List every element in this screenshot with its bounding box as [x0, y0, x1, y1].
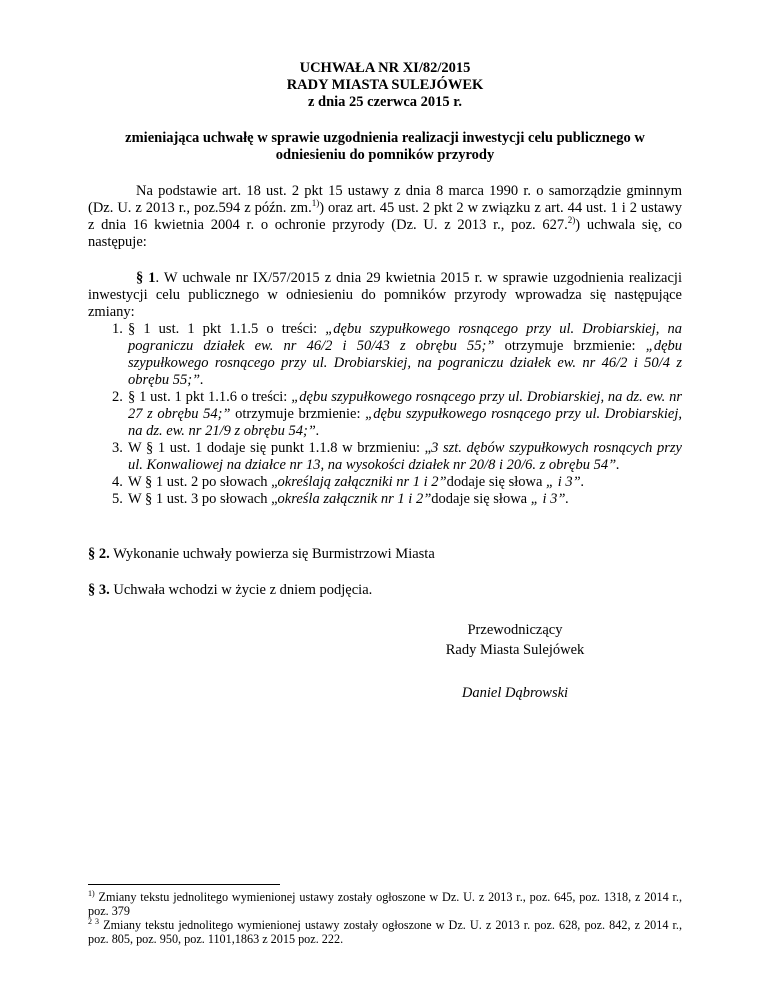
item-quote: „dębu szypułkowego rosnącego przy ul. Drobiarskiej, na dz. ew. nr 27 z obrębu 54;” — [128, 389, 682, 422]
section-3-text: Uchwała wchodzi w życie z dniem podjęcia. — [109, 582, 373, 598]
intro-text-3: ) uchwala się, co następuje: — [88, 217, 682, 250]
footnote-ref-1: 1) — [311, 198, 320, 209]
footnote-2 — [88, 918, 682, 946]
signature-name: Daniel Dąbrowski — [461, 685, 569, 701]
item-quote: „dębu szypułkowego rosnącego przy ul. Drobiarskiej, na pograniczu działek ew. nr 46/2 i 50/4 z obrębu 55;”. — [128, 338, 682, 388]
section-2-text: Wykonanie uchwały powierza się Burmistrzowi Miasta — [109, 546, 435, 562]
resolution-number: UCHWAŁA NR XI/82/2015 — [299, 60, 471, 76]
section-2-label: § 2. — [88, 546, 110, 562]
footnote-1 — [88, 890, 682, 918]
chairman-title: Przewodniczący — [467, 622, 563, 638]
footnote-mark: 1) — [88, 888, 95, 898]
amendments-list — [88, 321, 682, 508]
list-item-number: 4. — [112, 474, 123, 490]
list-item — [88, 474, 682, 491]
legal-basis-paragraph — [88, 183, 682, 251]
item-text: dodaje się słowa — [431, 491, 531, 507]
list-item — [88, 440, 682, 474]
item-quote: 3 szt. dębów szypułkowych rosnących przy ul. Konwaliowej na działce nr 13, na wysokości działek nr 20/8 i 20/6. z obrębu 54”. — [128, 440, 682, 473]
subject-line-1: zmieniająca uchwałę w sprawie uzgodnienia realizacji inwestycji celu publicznego w — [125, 130, 645, 146]
council-title: Rady Miasta Sulejówek — [445, 642, 585, 658]
item-text: otrzymuje brzmienie: — [230, 406, 366, 422]
item-text: otrzymuje brzmienie: — [494, 338, 646, 354]
item-quote: „dębu szypułkowego rosnącego przy ul. Drobiarskiej, na dz. ew. nr 21/9 z obrębu 54;”. — [128, 406, 682, 439]
item-text: W § 1 ust. 2 po słowach „ — [128, 474, 278, 490]
section-3 — [88, 582, 682, 599]
list-item-number: 3. — [112, 440, 123, 456]
list-item — [88, 491, 682, 508]
signature-title — [390, 620, 640, 660]
footnote-text: Zmiany tekstu jednolitego wymienionej ustawy zostały ogłoszone w Dz. U. z 2013 r. poz. 628, poz. 842, z 2014 r., poz. 805, poz. 950, poz. 1101,1863 z 2015 poz. 222. — [88, 918, 683, 946]
item-quote: „ i 3”. — [546, 474, 585, 490]
resolution-subject — [88, 130, 682, 164]
list-item-number: 5. — [112, 491, 123, 507]
item-text: W § 1 ust. 1 dodaje się punkt 1.1.8 w brzmieniu: „ — [128, 440, 432, 456]
list-item-number: 2. — [112, 389, 123, 405]
document-body — [88, 60, 682, 599]
list-item — [88, 389, 682, 440]
section-1-text: . W uchwale nr IX/57/2015 z dnia 29 kwietnia 2015 r. w sprawie uzgodnienia realizacji inwestycji celu publicznego w odniesieniu do pomników przyrody wprowadza się następujące zmiany: — [88, 270, 682, 320]
list-item — [88, 321, 682, 389]
item-text: dodaje się słowa — [446, 474, 547, 490]
intro-text-1: Na podstawie art. 18 ust. 2 pkt 15 ustawy z dnia 8 marca 1990 r. o samorządzie gminnym (Dz. U. z 2013 r., poz.594 z późn. zm. — [88, 183, 682, 216]
section-2 — [88, 546, 682, 563]
footnote-mark: 2 3 — [88, 916, 100, 926]
section-1-intro — [88, 270, 682, 321]
resolution-date: z dnia 25 czerwca 2015 r. — [307, 94, 463, 110]
section-3-label: § 3. — [88, 582, 110, 598]
item-quote: określają załączniki nr 1 i 2” — [277, 474, 447, 490]
list-item-number: 1. — [112, 321, 123, 337]
subject-line-2: odniesieniu do pomników przyrody — [275, 147, 495, 163]
document-header — [88, 60, 682, 111]
item-quote: określa załącznik nr 1 i 2” — [277, 491, 432, 507]
footnote-divider — [88, 884, 280, 885]
section-1-label: § 1 — [136, 270, 156, 286]
council-name: RADY MIASTA SULEJÓWEK — [286, 77, 484, 93]
footnote-ref-2: 2) — [567, 215, 576, 226]
item-text: W § 1 ust. 3 po słowach „ — [128, 491, 278, 507]
item-text: § 1 ust. 1 pkt 1.1.5 o treści: — [128, 321, 326, 337]
item-quote: „dębu szypułkowego rosnącego przy ul. Drobiarskiej, na pograniczu działek ew. nr 46/2 i 50/43 z obrębu 55;” — [128, 321, 682, 354]
footnotes — [88, 884, 682, 946]
footnote-text: Zmiany tekstu jednolitego wymienionej ustawy zostały ogłoszone w Dz. U. z 2013 r., poz. 645, poz. 1318, z 2014 r., poz. 379 — [88, 890, 682, 918]
item-quote: „ i 3”. — [530, 491, 570, 507]
item-text: § 1 ust. 1 pkt 1.1.6 o treści: — [128, 389, 292, 405]
intro-text-2: ) oraz art. 45 ust. 2 pkt 2 w związku z art. 44 ust. 1 i 2 ustawy z dnia 16 kwietnia 2004 r. o ochronie przyrody (Dz. U. z 2013 r., poz. 627. — [88, 200, 683, 233]
